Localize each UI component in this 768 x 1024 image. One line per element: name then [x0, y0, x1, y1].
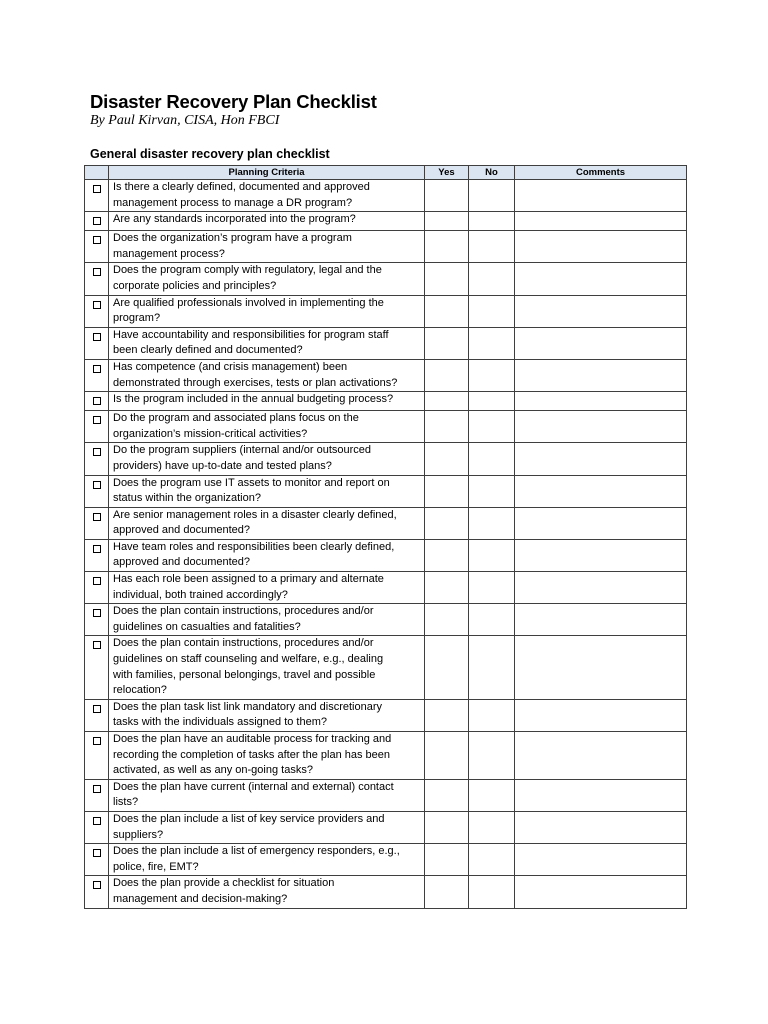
- criteria-cell: [109, 876, 425, 908]
- comments-cell[interactable]: [515, 779, 687, 811]
- comments-cell[interactable]: [515, 392, 687, 411]
- checkbox[interactable]: [93, 545, 101, 553]
- criteria-text-line: approved and documented?: [113, 556, 250, 569]
- criteria-cell: [109, 180, 425, 212]
- criteria-text-line: Does the program use IT assets to monitor and report on: [113, 476, 390, 489]
- criteria-cell: [109, 732, 425, 780]
- criteria-text-line: Does the plan contain instructions, procedures and/or: [113, 637, 374, 650]
- yes-cell[interactable]: [425, 231, 469, 263]
- checkbox[interactable]: [93, 481, 101, 489]
- comments-cell[interactable]: [515, 212, 687, 231]
- no-cell[interactable]: [469, 636, 515, 699]
- yes-cell[interactable]: [425, 876, 469, 908]
- no-cell[interactable]: [469, 844, 515, 876]
- criteria-cell: [109, 811, 425, 843]
- no-cell[interactable]: [469, 392, 515, 411]
- section-title: General disaster recovery plan checklist: [90, 147, 330, 161]
- document-byline: By Paul Kirvan, CISA, Hon FBCI: [90, 113, 280, 128]
- criteria-text-line: corporate policies and principles?: [113, 279, 277, 292]
- comments-cell[interactable]: [515, 572, 687, 604]
- no-cell[interactable]: [469, 539, 515, 571]
- checkbox[interactable]: [93, 513, 101, 521]
- no-cell[interactable]: [469, 180, 515, 212]
- criteria-cell: [109, 295, 425, 327]
- criteria-text-line: Are any standards incorporated into the program?: [113, 213, 356, 226]
- criteria-text-line: Have accountability and responsibilities for program staff: [113, 328, 389, 341]
- table-row: [85, 327, 687, 359]
- yes-cell[interactable]: [425, 263, 469, 295]
- criteria-text-line: recording the completion of tasks after the plan has been: [113, 748, 391, 761]
- yes-cell[interactable]: [425, 392, 469, 411]
- criteria-text-line: tasks with the individuals assigned to them?: [113, 716, 328, 729]
- criteria-cell: [109, 359, 425, 391]
- row-checkbox-cell: [85, 263, 109, 295]
- yes-cell[interactable]: [425, 359, 469, 391]
- no-cell[interactable]: [469, 572, 515, 604]
- row-checkbox-cell: [85, 231, 109, 263]
- checkbox[interactable]: [93, 301, 101, 309]
- criteria-text-line: Do the program and associated plans focus on the: [113, 412, 359, 425]
- table-row: [85, 636, 687, 699]
- criteria-text-line: Does the plan include a list of key service providers and: [113, 812, 385, 825]
- checkbox[interactable]: [93, 849, 101, 857]
- row-checkbox-cell: [85, 844, 109, 876]
- row-checkbox-cell: [85, 636, 109, 699]
- yes-cell[interactable]: [425, 572, 469, 604]
- no-cell[interactable]: [469, 699, 515, 731]
- yes-cell[interactable]: [425, 844, 469, 876]
- row-checkbox-cell: [85, 507, 109, 539]
- comments-cell[interactable]: [515, 180, 687, 212]
- criteria-text-line: Does the program comply with regulatory, legal and the: [113, 264, 382, 277]
- criteria-text-line: Has competence (and crisis management) been: [113, 360, 348, 373]
- table-row: [85, 539, 687, 571]
- yes-cell[interactable]: [425, 811, 469, 843]
- header-no: No: [469, 166, 515, 180]
- row-checkbox-cell: [85, 604, 109, 636]
- checkbox[interactable]: [93, 333, 101, 341]
- criteria-text-line: activated, as well as any on-going tasks?: [113, 764, 313, 777]
- criteria-text-line: individual, both trained accordingly?: [113, 588, 288, 601]
- no-cell[interactable]: [469, 443, 515, 475]
- header-yes: Yes: [425, 166, 469, 180]
- criteria-cell: [109, 572, 425, 604]
- criteria-text-line: been clearly defined and documented?: [113, 344, 303, 357]
- table-row: [85, 392, 687, 411]
- no-cell[interactable]: [469, 295, 515, 327]
- no-cell[interactable]: [469, 475, 515, 507]
- table-header-row: [85, 166, 687, 180]
- no-cell[interactable]: [469, 876, 515, 908]
- criteria-text-line: lists?: [113, 796, 139, 809]
- criteria-cell: [109, 604, 425, 636]
- comments-cell[interactable]: [515, 539, 687, 571]
- comments-cell[interactable]: [515, 636, 687, 699]
- checkbox[interactable]: [93, 448, 101, 456]
- criteria-text-line: guidelines on casualties and fatalities?: [113, 620, 301, 633]
- comments-cell[interactable]: [515, 263, 687, 295]
- table-row: [85, 732, 687, 780]
- criteria-text-line: relocation?: [113, 684, 167, 697]
- criteria-text-line: Does the plan have an auditable process for tracking and: [113, 733, 392, 745]
- no-cell[interactable]: [469, 507, 515, 539]
- criteria-text-line: Do the program suppliers (internal and/or outsourced: [113, 444, 372, 457]
- no-cell[interactable]: [469, 212, 515, 231]
- yes-cell[interactable]: [425, 779, 469, 811]
- row-checkbox-cell: [85, 779, 109, 811]
- no-cell[interactable]: [469, 811, 515, 843]
- criteria-text-line: suppliers?: [113, 828, 164, 841]
- no-cell[interactable]: [469, 359, 515, 391]
- comments-cell[interactable]: [515, 732, 687, 780]
- table-row: [85, 180, 687, 212]
- criteria-text-line: management process to manage a DR program?: [113, 196, 353, 209]
- row-checkbox-cell: [85, 443, 109, 475]
- table-row: [85, 263, 687, 295]
- checkbox[interactable]: [93, 817, 101, 825]
- header-comments: Comments: [515, 166, 687, 180]
- checklist-table: [84, 165, 687, 909]
- criteria-cell: [109, 327, 425, 359]
- criteria-text-line: status within the organization?: [113, 492, 261, 505]
- criteria-text-line: Does the plan contain instructions, procedures and/or: [113, 605, 374, 618]
- comments-cell[interactable]: [515, 359, 687, 391]
- table-row: [85, 604, 687, 636]
- row-checkbox-cell: [85, 699, 109, 731]
- no-cell[interactable]: [469, 327, 515, 359]
- row-checkbox-cell: [85, 212, 109, 231]
- table-row: [85, 359, 687, 391]
- criteria-text-line: Are senior management roles in a disaster clearly defined,: [113, 508, 397, 521]
- criteria-text-line: program?: [113, 312, 161, 325]
- criteria-text-line: with families, personal belongings, travel and possible: [113, 668, 376, 681]
- comments-cell[interactable]: [515, 327, 687, 359]
- criteria-cell: [109, 539, 425, 571]
- comments-cell[interactable]: [515, 443, 687, 475]
- yes-cell[interactable]: [425, 327, 469, 359]
- criteria-text-line: Does the plan have current (internal and external) contact: [113, 780, 394, 793]
- comments-cell[interactable]: [515, 876, 687, 908]
- criteria-text-line: Does the plan task list link mandatory and discretionary: [113, 700, 383, 713]
- yes-cell[interactable]: [425, 212, 469, 231]
- criteria-text-line: Has each role been assigned to a primary and alternate: [113, 573, 384, 586]
- criteria-cell: [109, 636, 425, 699]
- table-row: [85, 443, 687, 475]
- table-row: [85, 475, 687, 507]
- criteria-text-line: Does the plan include a list of emergency responders, e.g.,: [113, 845, 400, 858]
- criteria-cell: [109, 392, 425, 411]
- criteria-text-line: Does the organization’s program have a program: [113, 232, 352, 245]
- no-cell[interactable]: [469, 779, 515, 811]
- checkbox[interactable]: [93, 268, 101, 276]
- comments-cell[interactable]: [515, 475, 687, 507]
- table-row: [85, 811, 687, 843]
- criteria-cell: [109, 443, 425, 475]
- row-checkbox-cell: [85, 392, 109, 411]
- criteria-cell: [109, 779, 425, 811]
- criteria-cell: [109, 212, 425, 231]
- table-row: [85, 231, 687, 263]
- no-cell[interactable]: [469, 732, 515, 780]
- comments-cell[interactable]: [515, 699, 687, 731]
- no-cell[interactable]: [469, 231, 515, 263]
- checkbox[interactable]: [93, 365, 101, 373]
- document-title: Disaster Recovery Plan Checklist: [90, 91, 377, 112]
- yes-cell[interactable]: [425, 443, 469, 475]
- yes-cell[interactable]: [425, 180, 469, 212]
- row-checkbox-cell: [85, 811, 109, 843]
- row-checkbox-cell: [85, 475, 109, 507]
- row-checkbox-cell: [85, 327, 109, 359]
- checkbox[interactable]: [93, 705, 101, 713]
- criteria-cell: [109, 507, 425, 539]
- checkbox[interactable]: [93, 881, 101, 889]
- criteria-text-line: Are qualified professionals involved in implementing the: [113, 296, 384, 309]
- checkbox[interactable]: [93, 785, 101, 793]
- criteria-cell: [109, 411, 425, 443]
- criteria-text-line: Have team roles and responsibilities been clearly defined,: [113, 540, 395, 553]
- checkbox[interactable]: [93, 416, 101, 424]
- row-checkbox-cell: [85, 411, 109, 443]
- row-checkbox-cell: [85, 359, 109, 391]
- checkbox[interactable]: [93, 737, 101, 745]
- table-row: [85, 212, 687, 231]
- comments-cell[interactable]: [515, 844, 687, 876]
- row-checkbox-cell: [85, 732, 109, 780]
- checkbox[interactable]: [93, 217, 101, 225]
- header-checkbox-column: [85, 166, 109, 180]
- comments-cell[interactable]: [515, 604, 687, 636]
- comments-cell[interactable]: [515, 295, 687, 327]
- table-row: [85, 876, 687, 908]
- table-row: [85, 699, 687, 731]
- row-checkbox-cell: [85, 876, 109, 908]
- table-row: [85, 844, 687, 876]
- table-row: [85, 295, 687, 327]
- yes-cell[interactable]: [425, 475, 469, 507]
- no-cell[interactable]: [469, 263, 515, 295]
- criteria-cell: [109, 231, 425, 263]
- no-cell[interactable]: [469, 411, 515, 443]
- table-row: [85, 779, 687, 811]
- comments-cell[interactable]: [515, 507, 687, 539]
- table-row: [85, 572, 687, 604]
- checkbox[interactable]: [93, 641, 101, 649]
- row-checkbox-cell: [85, 180, 109, 212]
- criteria-text-line: Does the plan provide a checklist for situation: [113, 877, 335, 890]
- row-checkbox-cell: [85, 572, 109, 604]
- no-cell[interactable]: [469, 604, 515, 636]
- criteria-text-line: police, fire, EMT?: [113, 860, 199, 873]
- yes-cell[interactable]: [425, 699, 469, 731]
- yes-cell[interactable]: [425, 411, 469, 443]
- checkbox[interactable]: [93, 609, 101, 617]
- comments-cell[interactable]: [515, 411, 687, 443]
- criteria-cell: [109, 844, 425, 876]
- row-checkbox-cell: [85, 295, 109, 327]
- checkbox[interactable]: [93, 577, 101, 585]
- criteria-text-line: providers) have up-to-date and tested plans?: [113, 459, 332, 472]
- criteria-cell: [109, 263, 425, 295]
- yes-cell[interactable]: [425, 539, 469, 571]
- checkbox[interactable]: [93, 185, 101, 193]
- criteria-text-line: organization’s mission-critical activities?: [113, 427, 308, 440]
- yes-cell[interactable]: [425, 732, 469, 780]
- criteria-text-line: Is the program included in the annual budgeting process?: [113, 393, 394, 406]
- table-row: [85, 507, 687, 539]
- criteria-text-line: guidelines on staff counseling and welfare, e.g., dealing: [113, 653, 384, 666]
- criteria-text-line: management and decision-making?: [113, 892, 288, 905]
- table-row: [85, 411, 687, 443]
- criteria-cell: [109, 699, 425, 731]
- yes-cell[interactable]: [425, 636, 469, 699]
- yes-cell[interactable]: [425, 295, 469, 327]
- criteria-text-line: management process?: [113, 247, 225, 260]
- header-planning-criteria: Planning Criteria: [109, 166, 425, 180]
- row-checkbox-cell: [85, 539, 109, 571]
- yes-cell[interactable]: [425, 507, 469, 539]
- criteria-text-line: Is there a clearly defined, documented and approved: [113, 181, 370, 193]
- checkbox[interactable]: [93, 397, 101, 405]
- criteria-cell: [109, 475, 425, 507]
- comments-cell[interactable]: [515, 811, 687, 843]
- checkbox[interactable]: [93, 236, 101, 244]
- yes-cell[interactable]: [425, 604, 469, 636]
- criteria-text-line: demonstrated through exercises, tests or plan activations?: [113, 376, 398, 389]
- criteria-text-line: approved and documented?: [113, 524, 250, 537]
- comments-cell[interactable]: [515, 231, 687, 263]
